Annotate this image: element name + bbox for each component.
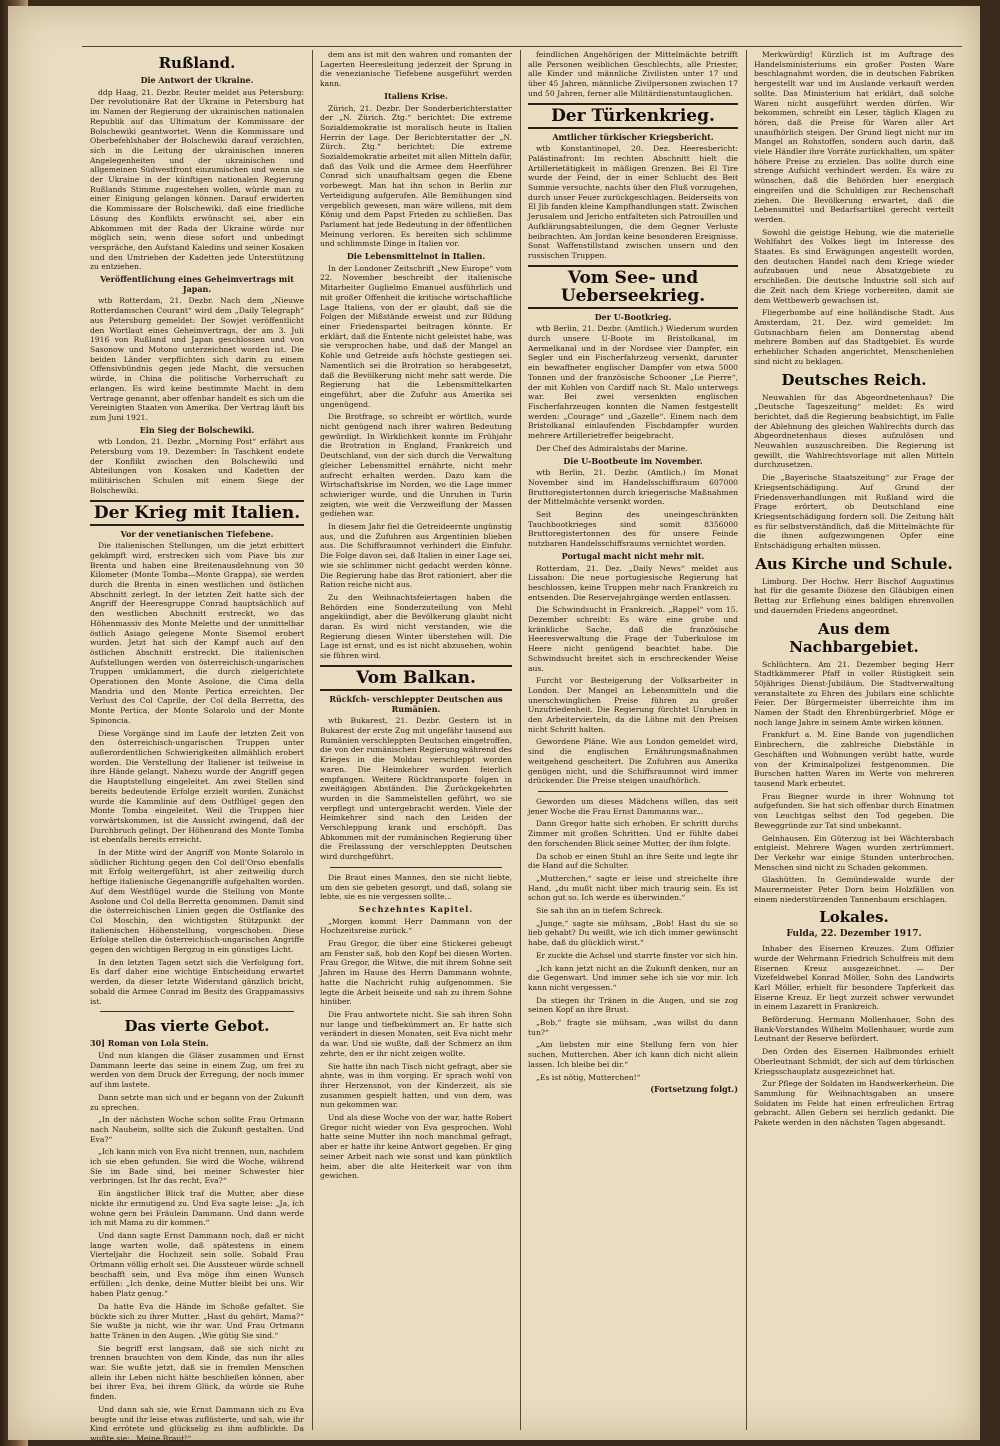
column-1	[90, 50, 304, 1443]
headline-kirche-schule: Aus Kirche und Schule.	[755, 554, 953, 573]
article-paragraph: wtb Berlin, 21. Dezbr. (Amtlich.) Im Monat November sind im Handelsschiffsraum 607000 Bruttoregistertonnen durch kriegerische Maßnahmen der Mittelmächte versenkt worden.	[528, 468, 738, 507]
novel-paragraph: Die Frau antwortete nicht. Sie sah ihren Sohn nur lange und tiefbekümmert an. Er hatte sich verändert in diesen Monaten, seit Eva nicht mehr da war. Und sie wußte, daß der Schmerz an ihm zehrte, den er ihr nicht zeigen wollte.	[320, 1009, 512, 1058]
novel-paragraph: Da stiegen ihr Tränen in die Augen, und sie zog seinen Kopf an ihre Brust.	[528, 995, 738, 1015]
novel-paragraph: Die Braut eines Mannes, den sie nicht liebte, um den sie gebeten gesorgt, und daß, solang sie lebte, sie es nie vergessen sollte...	[320, 872, 512, 902]
article-paragraph: In den letzten Tagen setzt sich die Verfolgung fort. Es darf daher eine wichtige Entscheidung erwartet werden, da dieser letzte Widerstand gänzlich bricht, sobald die Armee Conrad im Besitz des Grappamassivs ist.	[90, 957, 304, 1006]
article-paragraph: feindlichen Angehörigen der Mittelmächte betrifft alle Personen weiblichen Geschlechts, alle Priester, alle Kinder und männliche Zivilisten unter 17 und über 45 Jahren, männliche Zivilpersonen zwischen 17 und 50 Jahren, ferner alle Militärdienstuntauglichen.	[528, 50, 738, 98]
dateline: Fulda, 22. Dezember 1917.	[786, 929, 922, 940]
novel-paragraph: Da schob er einen Stuhl an ihre Seite und legte ihr die Hand auf die Schulter.	[528, 851, 738, 871]
novel-paragraph: Und dann sagte Ernst Dammann noch, daß er nicht lange warten wolle, daß spätestens in einem Vierteljahr die Hochzeit sein solle. Sobald Frau Ortmann völlig erholt sei. Die Aussteuer würde schnell beschafft sein, und Eva möge ihm einen Wunsch erfüllen: „Ich denke, deine Mutter bleibt bei uns. Wir haben Platz genug.“	[90, 1230, 304, 1299]
article-paragraph: In der Londoner Zeitschrift „New Europe“ vom 22. November beschreibt der italienische Mitarbeiter Guglielmo Emanuel ausführlich und mit großer Offenheit die kritische wirtschaftliche Lage Italiens, von der er glaubt, daß sie die Folgen der Mißstände erweist und zur Bildung einer Friedenspartei beitragen könnte. Er erklärt, daß die Entente nicht geleistet habe, was sie versprochen habe, und daß der Mangel an Kohle und Getreide aufs höchste gestiegen sei. Namentlich sei die Brotration so herabgesetzt, daß die Bevölkerung nicht mehr satt werde. Die Regierung hat die Lebensmittelkarten eingeführt, aber die Zufuhr aus Amerika sei ungenügend.	[320, 263, 512, 409]
article-paragraph: Den Orden des Eisernen Halbmondes erhielt Oberleutnant Schmidt, der sich auf dem türkischen Kriegsschauplatz ausgezeichnet hat.	[754, 1047, 954, 1076]
article-paragraph: wtb London, 21. Dezbr. „Morning Post“ erfährt aus Petersburg vom 19. Dezember: In Taschkent endete der Konflikt zwischen den Bolschewiki und Abteilungen von Kosaken und Kadetten der militärischen Schulen mit einem Siege der Bolschewiki.	[90, 437, 304, 495]
novel-paragraph: „Mutterchen,“ sagte er leise und streichelte ihre Hand, „du mußt nicht über mich traurig sein. Es ist schon gut so. Ich werde es überwinden.“	[528, 873, 738, 903]
headline-see-ueberseekrieg: Vom See- und Ueberseekrieg.	[528, 265, 738, 309]
article-paragraph: Inhaber des Eisernen Kreuzes. Zum Offizier wurde der Wehrmann Friedrich Schulfreis mit dem Eisernen Kreuz ausgezeichnet. — Der Vizefeldwebel Konrad Möller, Sohn des Landwirts Karl Möller, erhielt für besondere Tapferkeit das Eiserne Kreuz. Er liegt zurzeit schwer verwundet in einem Lazarett in Frankreich.	[754, 944, 954, 1012]
headline-deutsches-reich: Deutsches Reich.	[781, 370, 927, 389]
headline-russland: Rußland.	[158, 54, 236, 72]
article-paragraph: In der Mitte wird der Angriff von Monte Solarolo in südlicher Richtung gegen den Col dell’Orso ebenfalls mit Erfolg weitergeführt, ist aber zeitweilig durch heftige italienische Gegenangriffe aufgehalten worden. Auf dem Westflügel wurde die Stellung von Monte Asolone und Col della Berretta genommen. Damit sind die österreichischen Linien gegen die Ostflanke des Col Moschin, den wichtigsten Stützpunkt der italienischen Höhenstellung, vorgeschoben. Diese Erfolge stellen die österreichisch-ungarischen Angriffe gegen den wichtigen Bergzug in ein günstiges Licht.	[90, 848, 304, 955]
novel-paragraph: Und dann sah sie, wie Ernst Dammann sich zu Eva beugte und ihr leise etwas zuflüsterte, und sah, wie ihr Kind errötete und glückselig zu ihm aufblickte. Da wußte sie: „Meine Braut!“	[90, 1404, 304, 1443]
subhead-italiens-krise: Italiens Krise.	[384, 90, 448, 101]
subhead-kapitel: Sechzehntes Kapitel.	[358, 903, 474, 914]
subhead-verschleppte: Rückfch- verschleppter Deutschen aus Rumänien.	[329, 693, 503, 714]
article-paragraph: Die „Bayerische Staatszeitung“ zur Frage der Kriegsentschädigung. Auf Grund der Friedensverhandlungen mit Rußland wird die Frage erörtert, ob Deutschland eine Kriegsentschädigung fordern soll. Die Zeitung hält es für selbstverständlich, daß die Mittelmächte für die ihnen aufgezwungenen Opfer eine Entschädigung erhalten müssen.	[754, 473, 954, 551]
novel-paragraph: Ein ängstlicher Blick traf die Mutter, aber diese nickte ihr ermutigend zu. Und Eva sagte leise: „Ja, ich wohne gern bei Fräulein Dammann. Und dann werde ich mit Mama zu dir kommen.“	[90, 1189, 304, 1228]
novel-paragraph: Sie begriff erst langsam, daß sie sich nicht zu trennen brauchten von dem Kinde, das nun ihr alles war. Sie wußte jetzt, daß sie in fremden Menschen allein ihr Leben nicht hätte beschließen können, aber bei ihrer Eva, bei ihrem Glück, da würde sie Ruhe finden.	[90, 1343, 304, 1402]
headline-nachbargebiet: Aus dem Nachbargebiet.	[789, 619, 919, 656]
subhead-ubootkrieg: Der U-Bootkrieg.	[594, 311, 672, 322]
top-rule	[82, 46, 962, 47]
article-paragraph: wtb Berlin, 21. Dezbr. (Amtlich.) Wiederum wurden durch unsere U-Boote im Bristolkanal, im Aermelkanal und in der Nordsee vier Dampfer, ein Segler und ein Fischerfahrzeug versenkt, darunter ein bewaffneter englischer Dampfer von etwa 5000 Tonnen und der französische Schooner „Le Pierre“, der mit Kohlen von Cardiff nach St. Malo unterwegs war. Bei zwei versenkten englischen Fischerfahrzeugen konnten die Namen festgestellt werden: „Courage“ und „Gazelle“. Einem nach dem Bristolkanal einlaufenden Fischdampfer wurden mehrere Artillerietreffer beigebracht.	[528, 324, 738, 441]
subhead-venezianisch: Vor der venetianischen Tiefebene.	[120, 528, 274, 539]
article-paragraph: Zur Pflege der Soldaten im Handwerkerheim. Die Sammlung für Weihnachtsgaben an unsere Soldaten im Felde hat einen erfreulichen Ertrag gebracht. Allen Gebern sei herzlich gedankt. Die Pakete werden in den nächsten Tagen abgesandt.	[754, 1079, 954, 1128]
subhead-ubootbeute: Die U-Bootbeute im November.	[563, 455, 703, 466]
article-paragraph: Die Brotfrage, so schreibt er wörtlich, wurde nicht genügend nach ihrer wahren Bedeutung gewürdigt. In Wirklichkeit konnte im Frühjahr die Brotration in England, Frankreich und Deutschland, von der sich durch die Verwaltung gleicher Lebensmittel ernährte, nicht mehr aufrecht erhalten werden. Dazu kam die Wirtschaftskrise im Norden, wo die Lage immer schwieriger wurde, und die Unruhen in Turin zeigten, wie weit die Verzweiflung der Massen gediehen war.	[320, 412, 512, 519]
article-paragraph: In diesem Jahr fiel die Getreideernte ungünstig aus, und die Zufuhren aus Argentinien blieben aus. Die Schiffsraumnot verhindert die Einfuhr. Die Folge davon sei, daß Italien in einer Lage sei, wie sie schlimmer nicht gedacht werden könne. Die Regierung habe das Brot rationiert, aber die Ration reiche nicht aus.	[320, 522, 512, 590]
section-divider	[330, 867, 502, 868]
novel-paragraph: Frau Gregor, die über eine Stickerei gebeugt am Fenster saß, hob den Kopf bei diesen Worten. Frau Gregor, die Witwe, die mit ihrem Sohne seit Jahren im Hause des Herrn Dammann wohnte, hatte die Nachricht ruhig aufgenommen. Sie legte die Arbeit beiseite und sah zu ihrem Sohne hinüber.	[320, 939, 512, 1007]
article-paragraph: Glashütten. In Gemündewalde wurde der Maurermeister Peter Dorn beim Holzfällen von einem niederstürzenden Tannenbaum erschlagen.	[754, 875, 954, 904]
article-paragraph: Zürich, 21. Dezbr. Der Sonderberichterstatter der „N. Zürich. Ztg.“ berichtet: Die extreme Sozialdemokratie ist moralisch heute in Italien Herrin der Lage. Der Berichterstatter der „N. Zürch. Ztg.“ berichtet: Die extreme Sozialdemokratie arbeitet mit allen Mitteln dafür, daß das Volk und die Armee dem Heerführer Conrad sich unaufhaltsam gegen die Ebene vorbewegt. Man hat ihn schon in Berlin zur Verteidigung aufgerufen. Alle Bemühungen sind vergeblich gewesen, man wäre willens, mit dem König und dem Papst Frieden zu schließen. Das Parlament hat jede Bedeutung in der öffentlichen Meinung verloren. Es bereiten sich schlimme und schlimmste Dinge in Italien vor.	[320, 103, 512, 249]
novel-paragraph: Geworden um dieses Mädchens willen, das seit jener Woche die Frau Ernst Dammanns war...	[528, 797, 738, 816]
novel-paragraph: Und als diese Woche von der war, hatte Robert Gregor nicht wieder von Eva gesprochen. Wohl hatte seine Mutter ihn noch manchmal gefragt, aber er hatte ihr keine Antwort gegeben. Er ging seiner Arbeit nach wie sonst und kam pünktlich heim, aber die alte Heiterkeit war von ihm gewichen.	[320, 1113, 512, 1181]
novel-byline	[90, 1039, 304, 1049]
article-paragraph: Die italienischen Stellungen, um die jetzt erbittert gekämpft wird, erstrecken sich vom Piave bis zur Brenta und haben eine Breitenausdehnung von 30 Kilometer (Monte Tomba—Monte Grappa), sie werden durch die Brenta in einen westlichen und östlichen Abschnitt zerlegt. In der letzten Zeit hatte sich der Angriff der Heeresgruppe Conrad hauptsächlich auf den westlichen Abschnitt erstreckt, wo das Höhenmassiv des Monte Melette und der unmittelbar östlich Asiago gelegene Monte Sisemol erobert wurden. Jetzt hat sich der Kampf auch auf den östlichen Abschnitt erstreckt. Die italienischen Aufstellungen werden von österreichisch-ungarischen Truppen umklammert, die durch zielgerichtete Operationen den Monte Asolone, die Cima della Mandria und den Monte Pertica erreichten. Der Verlust des Col Caprile, der Col della Berretta, des Monte Pertica, der Monte Solarolo und der Monte Spinoncia.	[90, 541, 304, 725]
novel-paragraph: „Morgen kommt Herr Dammann von der Hochzeitsreise zurück.“	[320, 916, 512, 936]
article-paragraph: wtb Bukarest, 21. Dezbr. Gestern ist in Bukarest der erste Zug mit ungefähr tausend aus Rumänien verschleppten Deutschen eingetroffen, die von der rumänischen Regierung während des Krieges in die Moldau verschleppt worden waren. Die Heimkehrer wurden feierlich empfangen. Weitere Rücktransporte folgen in zweitägigen Abständen. Die Zurückgekehrten wurden in die Sammelstellen geführt, wo sie verpflegt und untergebracht werden. Viele der Heimkehrer sind nach den Leiden der Verschleppung krank und erschöpft. Das Abkommen mit der rumänischen Regierung über die Freilassung der verschleppten Deutschen wird durchgeführt.	[320, 716, 512, 862]
article-paragraph: Diese Vorgänge sind im Laufe der letzten Zeit von den österreichisch-ungarischen Truppen unter außerordentlichen Schwierigkeiten allmählich erobert worden. Die Verstellung der Italiener ist teilweise in ihre Hände gelangt. Nahezu wurde der Angriff gegen die Hauptstellung eingeleitet. Am zwei Stellen sind bereits bedeutende Erfolge erzielt worden. Zunächst wurde die Kammlinie auf dem Ostflügel gegen den Monte Tomba eingeleitet. Weil die Truppen hier vorwärtskommen, ist die Aussicht zwingend, daß der Durchbruch gelingt. Der Höhenrand des Monte Tomba ist ebenfalls bereits erreicht.	[90, 728, 304, 845]
column-2	[320, 50, 512, 1430]
subhead-geheimvertrag: Veröffentlichung eines Geheimvertrags mit Japan.	[100, 274, 294, 294]
column-rule	[520, 50, 521, 1430]
article-paragraph: Fliegerbombe auf eine holländische Stadt. Aus Amsterdam, 21. Dez. wird gemeldet: Im Gutsnachbarn fielen am Donnerstag abend mehrere Bomben auf das Stadtgebiet. Es wurde erheblicher Schaden angerichtet, Menschenleben sind nicht zu beklagen.	[754, 308, 954, 366]
novel-paragraph: „Am liebsten mir eine Stellung fern von hier suchen, Mutterchen. Aber ich kann dich nicht allein lassen. Ich bleibe bei dir.“	[528, 1040, 738, 1069]
article-paragraph: Furcht vor Besteigerung der Volksarbeiter in London. Der Mangel an Lebensmitteln und die unerschwinglichen Preise führen zu großer Unzufriedenheit. Die Regierung fürchtet Unruhen in den Arbeitervierteln, da die Löhne mit den Preisen nicht Schritt halten.	[528, 676, 738, 734]
novel-number: 30]	[90, 1038, 105, 1049]
novel-paragraph: „Es ist nötig, Mutterchen!“	[536, 1072, 641, 1082]
subhead-antwort: Die Antwort der Ukraine.	[140, 75, 254, 85]
section-divider	[538, 791, 728, 792]
article-paragraph: wtb Konstantinopel, 20. Dez. Heeresbericht: Palästinafront: Im rechten Abschnitt hielt die Artillerietätigkeit in mäßigen Grenzen. Bei El Tire wurde der Feind, der in einer Schlucht des Beit Summie versuchte, nachts über den Fluß vorzugehen, durch unser Feuer zurückgeschlagen. Beiderseits von El Jib fanden kleine Kampfhandlungen statt. Zwischen Jerusalem und Jericho entfalteten sich Patrouillen und Aufklärungsabteilungen, die dem Gegner Verluste beibrachten. Am Jordan keine besonderen Ereignisse. Sonst Waffenstillstand zwischen unsern und den russischen Truppen.	[528, 144, 738, 260]
article-paragraph: Gelnhausen. Ein Güterzug ist bei Wächtersbach entgleist. Mehrere Wagen wurden zertrümmert. Der Verkehr war einige Stunden unterbrochen. Menschen sind nicht zu Schaden gekommen.	[754, 833, 954, 872]
headline-balkan: Vom Balkan.	[320, 665, 512, 691]
headline-vierte-gebot: Das vierte Gebot.	[124, 1017, 270, 1036]
novel-paragraph: „In der nächsten Woche schon sollte Frau Ortmann nach Nauheim, sollte sich die Zukunft gestalten. Und Eva?“	[90, 1115, 304, 1144]
subhead-lebensmittelnot: Die Lebensmittelnot in Italien.	[346, 251, 486, 262]
article-paragraph: Beförderung. Hermann Mollenhauer, Sohn des Bank-Vorstandes Wilhelm Mollenhauer, wurde zum Leutnant der Reserve befördert.	[754, 1015, 954, 1044]
article-paragraph: Die Schwindsucht in Frankreich. „Rappel“ vom 15. Dezember schreibt: Es wäre eine grobe und kränkliche Sache, daß die französische Heeresverwaltung die Frage der Tuberkulose im Heere nicht genügend beachtet habe. Die Schwindsucht breitet sich in erschreckender Weise aus.	[528, 605, 738, 673]
column-rule	[746, 50, 747, 1430]
article-paragraph: Seit Beginn des uneingeschränkten Tauchbootkrieges sind somit 8356000 Bruttoregistertonnen des für unsere Feinde nutzbaren Handelsschiffsraums vernichtet worden.	[528, 510, 738, 549]
article-paragraph: Zu den Weihnachtsfeiertagen haben die Behörden eine Sonderzuteilung von Mehl angekündigt, aber die Bevölkerung glaubt nicht daran. Es wird nicht verstanden, wie die Regierung diesen Winter überstehen will. Die Lage ist ernst, und es ist nicht abzusehen, wohin sie führen wird.	[320, 592, 512, 661]
article-paragraph: Sowohl die geistige Hebung, wie die materielle Wohlfahrt des Volkes liegt im Interesse des Staates. Es sind Erwägungen angestellt worden, den deutschen Handel nach dem Kriege wieder aufzubauen und neue Absatzgebiete zu erschließen. Die deutsche Industrie soll sich auf die Zeit nach dem Kriege vorbereiten, damit sie dem Wettbewerb gewachsen ist.	[754, 227, 954, 305]
article-paragraph: wtb Rotterdam, 21. Dezbr. Nach dem „Nieuwe Rotterdamschen Courant“ wird dem „Daily Telegraph“ aus Petersburg gemeldet: Der Sowjet veröffentlicht den Wortlaut eines Geheimvertrags, der am 3. Juli 1916 von Rußland und Japan geschlossen und von Sasonow und Motono unterzeichnet worden ist. Die beiden Länder verpflichten sich darin zu einem Offensivbündnis gegen jede Macht, die versuchen würde, in China die politische Vorherrschaft zu erlangen. Es wird keine bestimmte Macht in dem Vertrage genannt, aber offenbar handelt es sich um die Vereinigten Staaten von Amerika. Der Vertrag läuft bis zum Juni 1921.	[90, 296, 304, 422]
article-paragraph: Frau Biegner wurde in ihrer Wohnung tot aufgefunden. Sie hat sich offenbar durch Einatmen von Leuchtgas selbst den Tod gegeben. Die Beweggründe zur Tat sind unbekannt.	[754, 791, 954, 830]
novel-paragraph: Sie hatte ihn nach Tisch nicht gefragt, aber sie ahnte, was in ihm vorging. Er sprach wohl von ihrer Herzensnot, von der Kinderzeit, als sie zusammen gespielt hatten, und von dem, was nun gekommen war.	[320, 1061, 512, 1110]
section-divider	[100, 1011, 294, 1012]
column-4	[754, 50, 954, 1430]
novel-author: Roman von Lola Stein.	[107, 1038, 209, 1049]
novel-paragraph: „Bob,“ fragte sie mühsam, „was willst du dann tun?“	[528, 1018, 738, 1037]
novel-paragraph: „Junge,“ sagte sie mühsam, „Bob! Hast du sie so lieb gehabt? Du weißt, wie ich dich immer gewünscht habe, daß du glücklich wirst.“	[528, 918, 738, 948]
subhead-bolschewiki: Ein Sieg der Bolschewiki.	[139, 424, 255, 435]
article-paragraph: Neuwahlen für das Abgeordnetenhaus? Die „Deutsche Tageszeitung“ meldet: Es wird berichtet, daß die Regierung beabsichtigt, im Falle der Ablehnung des gleichen Wahlrechts durch das Abgeordnetenhaus dieses aufzulösen und Neuwahlen auszuschreiben. Die Regierung ist gewillt, die Wahlrechtsvorlage mit allen Mitteln durchzusetzen.	[754, 392, 954, 470]
article-paragraph: Der Chef des Admiralstabs der Marine.	[536, 443, 688, 453]
novel-paragraph: Dann Gregor hatte sich erhoben. Er schritt durchs Zimmer mit großen Schritten. Und er fühlte dabei den forschenden Blick seiner Mutter, der ihm folgte.	[528, 819, 738, 848]
novel-paragraph: „Ich kann jetzt nicht an die Zukunft denken, nur an die Gegenwart. Und immer sehe ich sie vor mir. Ich kann nicht vergessen.“	[528, 963, 738, 992]
article-paragraph: Gewordene Pläne. Wie aus London gemeldet wird, sind die englischen Ernährungsmaßnahmen weitgehend gescheitert. Die Zufuhren aus Amerika genügen nicht, und die Schiffsraumnot wird immer drückender. Die Preise steigen unaufhörlich.	[528, 737, 738, 786]
novel-paragraph: Dann setzte man sich und er begann von der Zukunft zu sprechen.	[90, 1092, 304, 1112]
subhead-tuerkischer-bericht: Amtlicher türkischer Kriegsbericht.	[552, 131, 714, 142]
newspaper-page	[8, 6, 980, 1443]
novel-paragraph: Da hatte Eva die Hände im Schoße gefaltet. Sie bückte sich zu ihrer Mutter. „Hast du gehört, Mama?“ Sie wußte ja nicht, wie ihr war. Und Frau Ortmann hatte Tränen in den Augen. „Wie gütig Sie sind.“	[90, 1301, 304, 1340]
article-paragraph: dem ans ist mit den wahren und romanten der Lagerten Heeresleitung jederzeit der Sprung in die venezianische Tiefebene ausgeführt werden kann.	[320, 50, 512, 89]
headline-lokales: Lokales.	[819, 908, 889, 927]
article-paragraph: Limburg. Der Hochw. Herr Bischof Augustinus hat für die gesamte Diözese den Gläubigen einen Bettag zur Erflehung eines baldigen ehrenvollen und dauernden Friedens angeordnet.	[754, 576, 954, 615]
column-3	[528, 50, 738, 1430]
article-paragraph: Merkwürdig! Kürzlich ist im Auftrage des Handelsministeriums ein großer Posten Ware beschlagnahmt worden, die in deutschen Fabriken hergestellt war und im Auslande verkauft werden sollte. Das Ministerium hat erklärt, daß solche Waren nicht ausgeführt werden dürfen. Wir bekommen, schreibt ein Leser, täglich Klagen zu hören, daß die Preise für Waren aller Art unaufhörlich steigen. Der Grund liegt nicht nur im Mangel an Rohstoffen, sondern auch darin, daß viele Händler ihre Vorräte zurückhalten, um später höhere Preise zu erzielen. Das sollte durch eine strenge Aufsicht verhindert werden. Es wäre zu wünschen, daß die Behörden hier energisch eingreifen und die Schuldigen zur Rechenschaft ziehen. Die Bevölkerung erwartet, daß die Lebensmittel und Bedarfsartikel gerecht verteilt werden.	[754, 50, 954, 224]
article-paragraph: Rotterdam, 21. Dez. „Daily News“ meldet aus Lissabon: Die neue portugiesische Regierung hat beschlossen, keine Truppen mehr nach Frankreich zu entsenden. Die Reservejahrgänge werden entlassen.	[528, 563, 738, 602]
article-paragraph: Schlüchtern. Am 21. Dezember beging Herr Stadtkämmerer Pfaff in voller Rüstigkeit sein 50jähriges Dienst-Jubiläum. Die Stadtverwaltung veranstaltete zu Ehren des Jubilars eine schlichte Feier. Der Bürgermeister überreichte ihm im Namen der Stadt den Ehrenbürgerbrief. Möge er noch lange Jahre in seinem Amte wirken können.	[754, 659, 954, 727]
column-rule	[312, 50, 313, 1430]
headline-krieg-italien: Der Krieg mit Italien.	[90, 500, 304, 526]
headline-tuerkenkrieg: Der Türkenkrieg.	[528, 103, 738, 129]
novel-paragraph: „Ich kann mich von Eva nicht trennen, nun, nachdem ich sie eben gefunden. Sie wird die Woche, während Sie im Bade sind, bei meiner Schwester hier verbringen. Ist Ihr das recht, Eva?“	[90, 1147, 304, 1186]
novel-continuation: (Fortsetzung folgt.)	[650, 1084, 738, 1095]
article-paragraph: ddp Haag, 21. Dezbr. Reuter meldet aus Petersburg: Der revolutionäre Rat der Ukraine in Petersburg hat im Namen der Regierung der ukrainischen nationalen Republik auf das Ultimatum der Kommissare der Bolschewiki geantwortet. Wenn die Kommissare und Oberbefehlshaber der Bolschewiki darauf verzichten, sich in die Leitung der ukrainischen inneren Angelegenheiten und der ukrainischen und allgemeinen Südwestfront einzumischen und wenn sie der Ukraine in der künftigen nationalen Regierung Rußlands Stimme zugestehen wollen, würde man zu einer Einigung gelangen können. Darauf erwiderten die Kommissare der Bolschewiki, daß eine friedliche Lösung des Konflikts erwünscht sei, aber ein Abkommen mit der Rada der Ukraine würde nur möglich sein, wenn diese sofort und unbedingt verspräche, den Aufstand Kaledins und seiner Kosaken und den Umtrieben der Kadetten jede Unterstützung zu entziehen.	[90, 87, 304, 272]
subhead-portugal: Portugal macht nicht mehr mit.	[561, 550, 705, 561]
novel-paragraph: Sie sah ihn an in tiefem Schreck.	[536, 906, 664, 916]
novel-paragraph: Er zuckte die Achsel und starrte finster vor sich hin.	[536, 950, 738, 960]
novel-paragraph: Und nun klangen die Gläser zusammen und Ernst Dammann leerte das seine in einem Zug, um frei zu werden von dem Druck der Erregung, der noch immer auf ihm lastete.	[90, 1050, 304, 1090]
article-paragraph: Frankfurt a. M. Eine Bande von jugendlichen Einbrechern, die zahlreiche Diebstähle in Geschäften und Wohnungen verübt hatte, wurde von der Kriminalpolizei festgenommen. Die Burschen hatten Waren im Werte von mehreren tausend Mark erbeutet.	[754, 730, 954, 788]
